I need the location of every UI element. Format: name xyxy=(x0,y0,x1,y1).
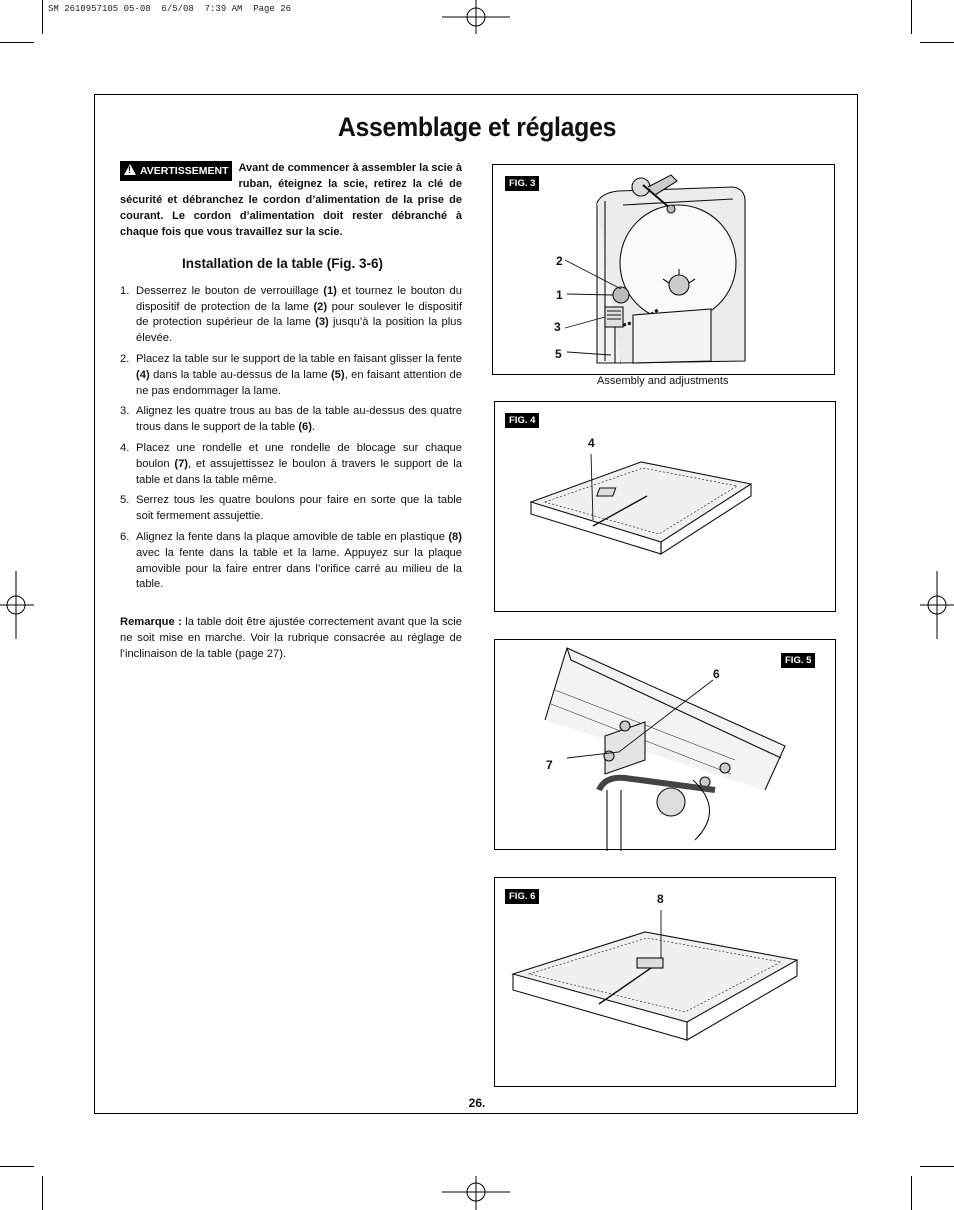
warning-triangle-icon xyxy=(124,164,136,175)
step-item xyxy=(120,493,462,525)
section-title: Installation de la table (Fig. 3-6) xyxy=(182,256,384,271)
warning-badge: !AVERTISSEMENT xyxy=(120,161,232,181)
step-text: Alignez les quatre trous au bas de la table au-dessus des quatre trous dans le support de la table xyxy=(136,405,462,434)
remark-label: Remarque : xyxy=(120,616,182,629)
step-text: , et assujettissez le boulon à travers le support de la table et dans la table même. xyxy=(136,457,462,486)
figure-5 xyxy=(494,639,836,850)
callout-1: 1 xyxy=(556,288,563,302)
figure-3-caption: Assembly and adjustments xyxy=(597,375,729,387)
figure-6-tag: FIG. 6 xyxy=(505,889,539,904)
step-reference: (6) xyxy=(298,421,313,434)
table-top-illustration-fig6 xyxy=(495,878,837,1088)
figure-6 xyxy=(494,877,836,1087)
step-number: 2. xyxy=(120,352,130,365)
step-reference: (4) xyxy=(136,368,150,381)
figure-3-tag: FIG. 3 xyxy=(505,176,539,191)
step-text: Placez la table sur le support de la table en faisant glisser la fente xyxy=(136,352,462,365)
step-number: 5. xyxy=(120,494,130,507)
step-text: Alignez la fente dans la plaque amovible de table en plastique xyxy=(136,530,449,543)
figure-3 xyxy=(492,164,835,375)
step-item xyxy=(120,284,462,347)
callout-4: 4 xyxy=(588,436,595,450)
figure-4-tag: FIG. 4 xyxy=(505,413,539,428)
step-text: avec la fente dans la table et la lame. Appuyez sur la plaque amovible pour la faire entrer dans l’orifice carré au milieu de la table. xyxy=(136,546,462,591)
step-text: Serrez tous les quatre boulons pour faire en sorte que la table soit fermement assujettie. xyxy=(136,494,462,523)
text-column xyxy=(120,160,462,663)
step-reference: (7) xyxy=(174,457,189,470)
warning-text: Avant de commencer à assembler la scie à ruban, éteignez la scie, retirez la clé de sécurité et débranchez le cordon d’alimentation de la prise de courant. Le cordon d’alimentation doit rester débranché à chaque fois que vous travaillez sur la scie. xyxy=(120,162,462,238)
callout-7: 7 xyxy=(546,758,553,772)
step-text: . xyxy=(312,421,316,434)
step-reference: (5) xyxy=(330,368,345,381)
step-reference: (3) xyxy=(315,316,329,329)
step-item xyxy=(120,352,462,399)
step-item xyxy=(120,530,462,593)
step-number: 6. xyxy=(120,530,130,543)
step-text: et tournez le bouton du dispositif de protection de la lame xyxy=(136,284,462,313)
table-top-illustration-fig4 xyxy=(495,402,837,613)
bandsaw-upper-illustration xyxy=(493,165,836,376)
step-number: 1. xyxy=(120,284,130,297)
step-item xyxy=(120,441,462,488)
table-support-illustration xyxy=(495,640,837,851)
page-number: 26. xyxy=(468,1096,486,1110)
step-text: Placez une rondelle et une rondelle de blocage sur chaque boulon xyxy=(136,441,462,470)
step-number: 3. xyxy=(120,405,130,418)
step-text: Desserrez le bouton de verrouillage xyxy=(136,284,324,297)
steps-list xyxy=(120,284,462,593)
callout-3: 3 xyxy=(554,320,561,334)
remark xyxy=(120,615,462,662)
step-reference: (1) xyxy=(323,284,337,297)
callout-6: 6 xyxy=(713,667,720,681)
figure-4 xyxy=(494,401,836,612)
print-slug: SM 2610957105 05-08 6/5/08 7:39 AM Page 26 xyxy=(48,4,292,14)
step-number: 4. xyxy=(120,441,130,454)
step-reference: (2) xyxy=(313,300,328,313)
page-title: Assemblage et réglages xyxy=(337,112,617,142)
step-item xyxy=(120,404,462,436)
step-text: dans la table au-dessus de la lame xyxy=(149,368,331,381)
callout-5: 5 xyxy=(555,347,562,361)
callout-2: 2 xyxy=(556,254,563,268)
step-text: jusqu’à la position la plus élevée. xyxy=(136,316,462,345)
step-text: , en faisant attention de ne pas endommager la lame. xyxy=(136,368,463,397)
figure-5-tag: FIG. 5 xyxy=(781,653,815,668)
step-text: pour soulever le dispositif de protection supérieur de la lame xyxy=(136,300,462,329)
callout-8: 8 xyxy=(657,892,664,906)
step-reference: (8) xyxy=(448,530,462,543)
warning-block xyxy=(120,160,462,240)
remark-text: la table doit être ajustée correctement avant que la scie ne soit mise en marche. Voir la rubrique consacrée au réglage de l’inclinaison de la table (page 27). xyxy=(120,616,462,660)
